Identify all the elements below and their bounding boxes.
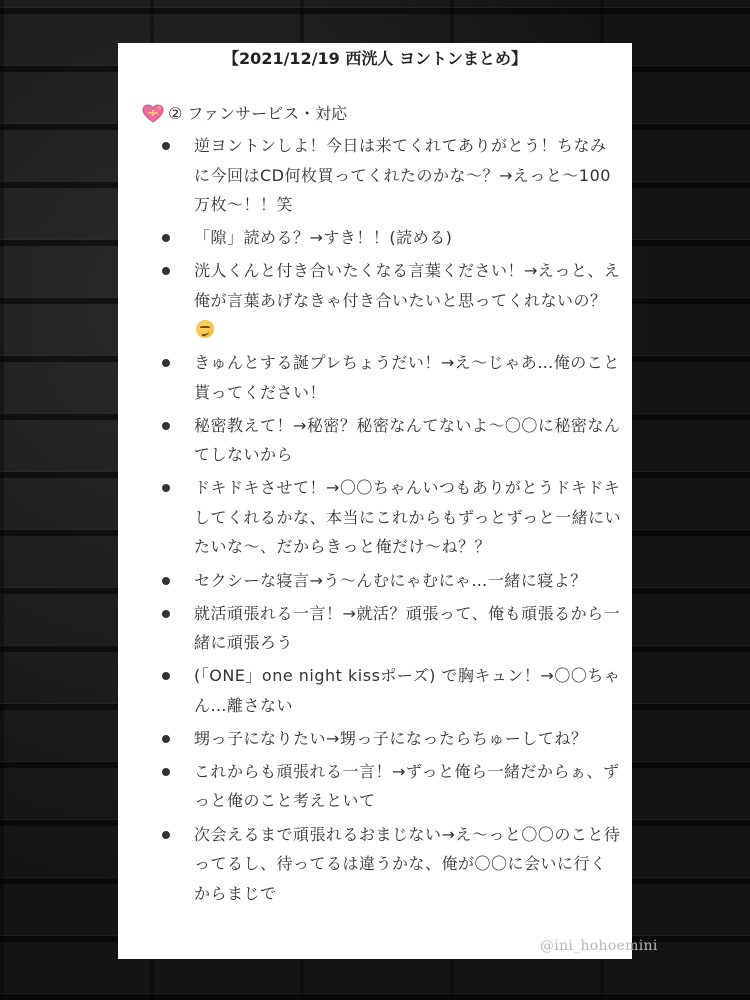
list-item — [118, 724, 632, 754]
bullet — [162, 142, 170, 150]
list-item — [118, 223, 632, 253]
list-item-text: セクシーな寝言→う～んむにゃむにゃ…一緒に寝よ？ — [194, 570, 587, 590]
list-item — [118, 820, 632, 909]
list-item-text: これからも頑張れる一言！→ずっと俺ら一緒だからぁ、ずっと俺のこと考えといて — [194, 761, 620, 811]
list-item-text: 逆ヨントンしよ！今日は来てくれてありがとう！ちなみに今回はCD何枚買ってくれたのかな～？→えっと～100万枚～！！笑 — [194, 136, 611, 214]
list-item-text: 洸人くんと付き合いたくなる言葉ください！→えっと、え俺が言葉あげなきゃ付き合いたいと思ってくれないの？ — [194, 261, 621, 310]
list-item — [118, 599, 632, 658]
memo-panel — [118, 43, 632, 959]
watermark: @ini_hohoemini — [540, 938, 658, 954]
list-item — [118, 757, 632, 816]
list-item — [118, 473, 632, 562]
bullet — [162, 768, 170, 776]
bullet — [162, 234, 170, 242]
smirking-face-icon — [196, 320, 214, 338]
list-item — [118, 131, 632, 220]
list-item-text: きゅんとする誕プレちょうだい！→え～じゃあ…俺のこと貰ってください！ — [194, 353, 620, 402]
sparkling-heart-icon — [142, 104, 164, 124]
section-heading — [142, 101, 347, 127]
page-title: 【2021/12/19 西洸人 ヨントンまとめ】 — [223, 49, 527, 68]
list-item — [118, 348, 632, 407]
list-item — [118, 411, 632, 470]
fan-service-list — [118, 131, 632, 912]
list-item-text: 次会えるまで頑張れるおまじない→え～っと〇〇のこと待ってるし、待ってるは違うかな、俺が〇〇に会いに行くからまじで — [194, 824, 621, 903]
bullet — [162, 831, 170, 839]
list-item-text: 就活頑張れる一言！→就活？頑張って、俺も頑張るから一緒に頑張ろう — [194, 603, 621, 653]
bullet — [162, 484, 170, 492]
list-item — [118, 661, 632, 720]
list-item — [118, 566, 632, 596]
bullet — [162, 672, 170, 680]
bullet — [162, 267, 170, 275]
bullet — [162, 359, 170, 367]
list-item-text: 秘密教えて！→秘密？秘密なんてないよ～〇〇に秘密なんてしないから — [194, 415, 621, 465]
list-item — [118, 256, 632, 345]
bullet — [162, 735, 170, 743]
list-item-text: 「隙」読める？→すき！！(読める) — [194, 228, 453, 248]
section-heading-text: ② ファンサービス・対応 — [168, 104, 348, 123]
list-item-text: (「ONE」one night kissポーズ) で胸キュン！→〇〇ちゃん…離さない — [194, 666, 621, 715]
bullet — [162, 610, 170, 618]
bullet — [162, 577, 170, 585]
bullet — [162, 422, 170, 430]
list-item-text: ドキドキさせて！→〇〇ちゃんいつもありがとうドキドキしてくれるかな、本当にこれからもずっとずっと一緒にいたいな～、だからきっと俺だけ～ね？？ — [194, 478, 622, 557]
list-item-text: 甥っ子になりたい→甥っ子になったらちゅーしてね？ — [194, 728, 588, 748]
